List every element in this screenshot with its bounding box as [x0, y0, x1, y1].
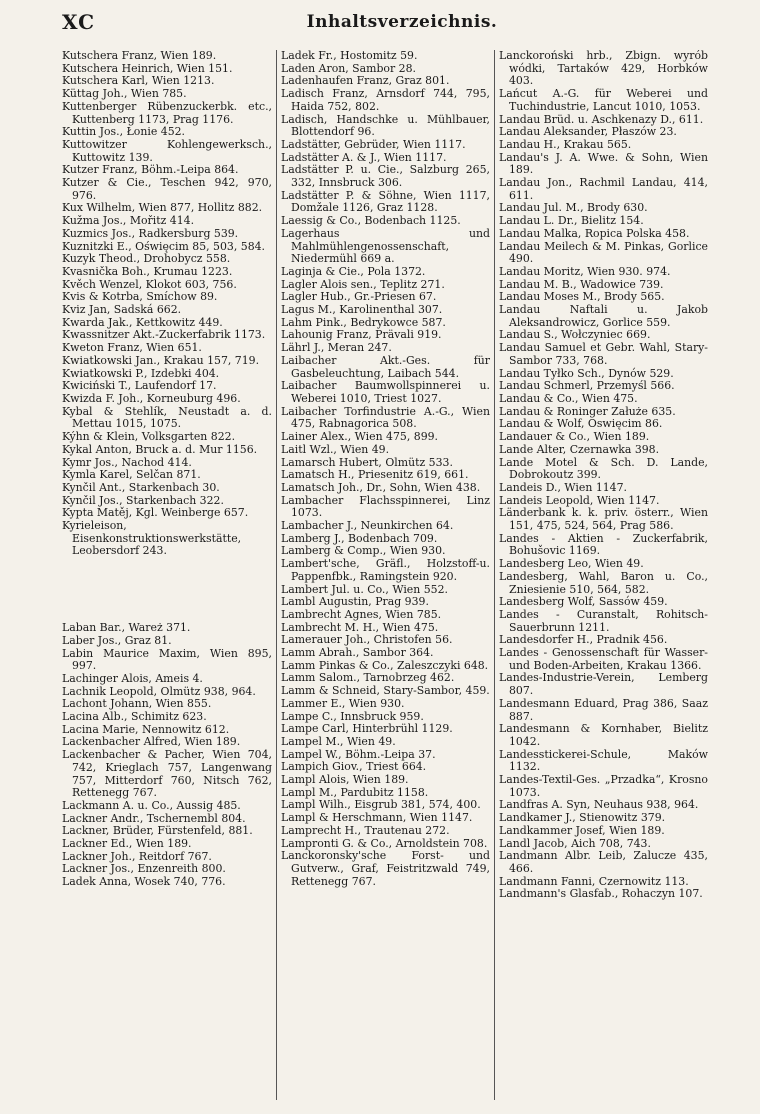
index-entry: Kýhn & Klein, Volksgarten 822.	[62, 430, 236, 444]
index-entry: Landesdorfer H., Pradnik 456.	[499, 633, 668, 647]
index-entry: Landesmann Eduard, Prag 386, Saaz 887.	[499, 696, 708, 723]
index-entry: Lanckoroński hrb., Zbign. wyrób wódki, Tartaków 429, Horbków 403.	[499, 50, 708, 88]
index-entry: Lampe C., Innsbruck 959.	[281, 709, 424, 723]
index-entry: Lambrecht M. H., Wien 475.	[281, 620, 439, 634]
index-entry: Lamm Abrah., Sambor 364.	[281, 646, 434, 660]
index-entry: Lamberg J., Bodenbach 709.	[281, 531, 438, 545]
index-entry: Lampl Alois, Wien 189.	[281, 773, 409, 787]
index-entry: Landkamer J., Stienowitz 379.	[499, 811, 666, 825]
index-entry: Landau Aleksander, Płaszów 23.	[499, 125, 677, 139]
index-entry: Landes - Curanstalt, Rohitsch-Sauerbrunn 1211.	[499, 607, 708, 634]
index-column-3	[494, 50, 712, 1100]
index-entry: Landau Moses M., Brody 565.	[499, 290, 665, 304]
index-entry: Lamprecht H., Trautenau 272.	[281, 823, 450, 837]
index-entry: Landau Meilech & M. Pinkas, Gorlice 490.	[499, 239, 708, 266]
index-entry: Landmann Albr. Leib, Zalucze 435, 466.	[499, 849, 708, 875]
index-entry: Ladenhaufen Franz, Graz 801.	[281, 74, 450, 88]
index-entry: Laibacher Akt.-Ges. für Gasbeleuchtung, Laibach 544.	[281, 353, 490, 380]
index-entry: Lampel W., Böhm.-Leipa 37.	[281, 747, 436, 761]
index-entry: Ladek Anna, Wosek 740, 776.	[62, 875, 226, 889]
index-entry: Kutschera Franz, Wien 189.	[62, 50, 217, 62]
index-entry: Kybal & Stehlík, Neustadt a. d. Mettau 1015, 1075.	[62, 404, 272, 431]
index-entry: Lagus M., Karolinenthal 307.	[281, 303, 443, 317]
index-columns	[58, 50, 746, 1100]
index-entry: Landesstickerei-Schule, Maków 1132.	[499, 747, 708, 774]
index-entry: Ladstätter P. & Söhne, Wien 1117, Domžale 1126, Graz 1128.	[281, 188, 490, 215]
index-entry: Lachinger Alois, Ameis 4.	[62, 671, 203, 685]
index-entry: Kwarda Jak., Kettkowitz 449.	[62, 315, 223, 329]
index-entry: Kypta Matěj, Kgl. Weinberge 657.	[62, 506, 249, 520]
index-entry: Kymla Karel, Selčan 871.	[62, 468, 201, 482]
index-entry: Ladek Fr., Hostomitz 59.	[281, 50, 418, 62]
section-gap	[62, 558, 272, 622]
index-entry: Kutschera Heinrich, Wien 151.	[62, 61, 233, 75]
index-column-2	[276, 50, 494, 1100]
page-header	[58, 6, 746, 34]
index-entry: Landauer & Co., Wien 189.	[499, 430, 650, 444]
index-entry: Kuzyk Theod., Drohobycz 558.	[62, 252, 231, 266]
index-entry: Laibacher Baumwollspinnerei u. Weberei 1010, Triest 1027.	[281, 379, 490, 405]
index-entry: Kvis & Kotrba, Smíchow 89.	[62, 290, 218, 304]
index-entry: Laitl Wzl., Wien 49.	[281, 442, 390, 456]
index-entry: Lampronti G. & Co., Arnoldstein 708.	[281, 836, 488, 850]
index-entry: Kyrieleison, Eisenkonstruktionswerkstätte, Leobersdorf 243.	[62, 519, 242, 558]
index-column-1	[58, 50, 276, 1100]
index-entry: Landau & Wolf, Oswięcim 86.	[499, 417, 663, 431]
index-entry: Lampich Giov., Triest 664.	[281, 760, 427, 774]
index-entry: Kwassnitzer Akt.-Zuckerfabrik 1173.	[62, 328, 266, 342]
index-entry: Landeis D., Wien 1147.	[499, 480, 628, 494]
index-entry: Lackenbacher & Pacher, Wien 704, 742, Krieglach 757, Langenwang 757, Mitterdorf 760, Nitsch 762, Rettenegg 767.	[62, 748, 272, 800]
index-entry: Lährl J., Meran 247.	[281, 341, 392, 355]
index-entry: Landes - Genossenschaft für Wasser- und Boden-Arbeiten, Krakau 1366.	[499, 646, 708, 672]
index-entry: Laber Jos., Graz 81.	[62, 633, 172, 647]
index-entry: Lamberg & Comp., Wien 930.	[281, 544, 446, 558]
index-entry: Kutzer Franz, Böhm.-Leipa 864.	[62, 163, 239, 177]
index-entry: Landau & Roninger Załuże 635.	[499, 404, 676, 418]
index-entry: Kutschera Karl, Wien 1213.	[62, 74, 215, 88]
index-entry: Ladstätter P. u. Cie., Salzburg 265, 332, Innsbruck 306.	[281, 163, 490, 190]
index-entry: Laden Aron, Sambor 28.	[281, 61, 416, 75]
index-entry: Lammer E., Wien 930.	[281, 696, 405, 710]
index-entry: Landes-Textil-Ges. „Przadka“, Krosno 1073.	[499, 773, 708, 799]
index-entry: Laibacher Torfindustrie A.-G., Wien 475, Rabnagorica 508.	[281, 404, 490, 431]
index-entry: Lagerhaus und Mahlmühlengenossenschaft, Niedermühl 669 a.	[281, 226, 490, 266]
index-entry: Lacina Alb., Schimitz 623.	[62, 710, 207, 724]
index-entry: Landau L. Dr., Bielitz 154.	[499, 214, 644, 228]
page-number: XC	[62, 10, 96, 34]
index-entry: Lamatsch Joh., Dr., Sohn, Wien 438.	[281, 480, 481, 494]
index-entry: Lanckoronsky'sche Forst- und Gutverw., Graf, Feistritzwald 749, Rettenegg 767.	[281, 849, 490, 888]
index-entry: Lampl M., Pardubitz 1158.	[281, 785, 429, 799]
index-entry: Lackner Ed., Wien 189.	[62, 837, 192, 851]
index-entry: Laessig & Co., Bodenbach 1125.	[281, 214, 461, 228]
index-entry: Kykal Anton, Bruck a. d. Mur 1156.	[62, 442, 258, 456]
index-entry: Landau Moritz, Wien 930. 974.	[499, 264, 671, 278]
index-entry: Lampel M., Wien 49.	[281, 734, 396, 748]
index-entry: Lahm Pink., Bedrykowce 587.	[281, 315, 446, 329]
index-entry: Landau Jon., Rachmil Landau, 414, 611.	[499, 176, 708, 202]
index-entry: Lackmann A. u. Co., Aussig 485.	[62, 798, 241, 812]
index-entry: Lackner Andr., Tschernembl 804.	[62, 811, 246, 825]
index-entry: Kvěch Wenzel, Klokot 603, 756.	[62, 277, 237, 291]
index-entry: Lambacher J., Neunkirchen 64.	[281, 519, 454, 533]
index-entry: Kužma Jos., Mořitz 414.	[62, 214, 195, 228]
index-entry: Kutzer & Cie., Teschen 942, 970, 976.	[62, 176, 272, 202]
index-entry: Landau Samuel et Gebr. Wahl, Stary-Sambor 733, 768.	[499, 341, 708, 367]
index-entry: Lachnik Leopold, Olmütz 938, 964.	[62, 684, 256, 698]
index-entry: Kymr Jos., Nachod 414.	[62, 455, 192, 469]
index-entry: Küttag Joh., Wien 785.	[62, 87, 187, 101]
index-entry: Landesberg, Wahl, Baron u. Co., Zniesienie 510, 564, 582.	[499, 569, 708, 596]
index-entry: Landau Brüd. u. Aschkenazy D., 611.	[499, 112, 704, 126]
index-entry: Lampe Carl, Hinterbrühl 1129.	[281, 722, 453, 736]
index-entry: Landau S., Wołczyniec 669.	[499, 328, 651, 342]
index-entry: Landes-Industrie-Verein, Lemberg 807.	[499, 671, 708, 698]
index-entry: Landes - Aktien - Zuckerfabrik, Bohušovic 1169.	[499, 531, 708, 558]
index-entry: Kux Wilhelm, Wien 877, Hollitz 882.	[62, 201, 263, 215]
index-entry: Landau Jul. M., Brody 630.	[499, 201, 648, 215]
index-entry: Lachont Johann, Wien 855.	[62, 697, 212, 711]
index-entry: Landeis Leopold, Wien 1147.	[499, 493, 660, 507]
index-entry: Kynčil Jos., Starkenbach 322.	[62, 493, 224, 507]
index-entry: Lagler Hub., Gr.-Priesen 67.	[281, 290, 437, 304]
index-entry: Lagler Alois sen., Teplitz 271.	[281, 277, 445, 291]
index-entry: Lamerauer Joh., Christofen 56.	[281, 633, 453, 647]
index-entry: Lamm Pinkas & Co., Zaleszczyki 648.	[281, 658, 489, 672]
index-entry: Labin Maurice Maxim, Wien 895, 997.	[62, 646, 272, 673]
index-entry: Laban Bar., Wareż 371.	[62, 621, 191, 635]
index-entry: Lampl Wilh., Eisgrub 381, 574, 400.	[281, 798, 481, 812]
index-entry: Ladisch, Handschke u. Mühlbauer, Blottendorf 96.	[281, 112, 490, 139]
index-entry: Kwizda F. Joh., Korneuburg 496.	[62, 391, 241, 405]
index-entry: Lambrecht Agnes, Wien 785.	[281, 607, 442, 621]
index-entry: Lamm Salom., Tarnobrzeg 462.	[281, 671, 455, 685]
index-entry: Landau Tyłko Sch., Dynów 529.	[499, 366, 674, 380]
index-entry: Lambert Jul. u. Co., Wien 552.	[281, 582, 448, 596]
index-entry: Kuznitzki E., Oświęcim 85, 503, 584.	[62, 239, 266, 253]
index-entry: Kynčil Ant., Starkenbach 30.	[62, 480, 220, 494]
index-entry: Lambacher Flachsspinnerei, Linz 1073.	[281, 493, 490, 520]
index-entry: Lackenbacher Alfred, Wien 189.	[62, 735, 241, 749]
index-entry: Lambl Augustin, Prag 939.	[281, 595, 429, 609]
index-entry: Lahounig Franz, Prävali 919.	[281, 328, 442, 342]
index-entry: Kwiciński T., Laufendorf 17.	[62, 379, 217, 393]
index-entry: Lamm & Schneid, Stary-Sambor, 459.	[281, 684, 490, 698]
index-entry: Landmann's Glasfab., Rohaczyn 107.	[499, 887, 703, 901]
index-entry: Lańcut A.-G. für Weberei und Tuchindustrie, Lancut 1010, 1053.	[499, 87, 708, 113]
index-entry: Laginja & Cie., Pola 1372.	[281, 264, 426, 278]
index-entry: Länderbank k. k. priv. österr., Wien 151, 475, 524, 564, Prag 586.	[499, 506, 708, 533]
index-entry: Kuttin Jos., Łonie 452.	[62, 125, 186, 139]
index-entry: Lackner Jos., Enzenreith 800.	[62, 862, 226, 876]
index-entry: Kwiatkowski P., Izdebki 404.	[62, 366, 220, 380]
index-entry: Lamatsch H., Priesenitz 619, 661.	[281, 468, 469, 482]
index-entry: Lackner Joh., Reitdorf 767.	[62, 849, 212, 863]
index-entry: Landau Schmerl, Przemyśl 566.	[499, 379, 675, 393]
index-entry: Lande Motel & Sch. D. Lande, Dobrokoutz 399.	[499, 455, 708, 482]
index-entry: Landau Naftali u. Jakob Aleksandrowicz, Gorlice 559.	[499, 303, 708, 329]
index-entry: Landau Malka, Ropica Polska 458.	[499, 226, 690, 240]
index-entry: Landesmann & Kornhaber, Bielitz 1042.	[499, 722, 708, 748]
index-entry: Kuzmics Jos., Radkersburg 539.	[62, 226, 239, 240]
index-entry: Landesberg Wolf, Sassów 459.	[499, 595, 668, 609]
page-title: Inhaltsverzeichnis.	[306, 12, 498, 32]
index-entry: Lackner, Brüder, Fürstenfeld, 881.	[62, 824, 253, 838]
index-entry: Landau & Co., Wien 475.	[499, 391, 638, 405]
index-entry: Kviz Jan, Sadská 662.	[62, 303, 182, 317]
index-entry: Lamarsch Hubert, Olmütz 533.	[281, 455, 453, 469]
index-entry: Ladisch Franz, Arnsdorf 744, 795, Haida 752, 802.	[281, 87, 490, 113]
index-entry: Landau H., Krakau 565.	[499, 137, 632, 151]
index-entry: Kvasnička Boh., Krumau 1223.	[62, 264, 233, 278]
index-entry: Ladstätter, Gebrüder, Wien 1117.	[281, 137, 466, 151]
index-entry: Lainer Alex., Wien 475, 899.	[281, 430, 439, 444]
index-entry: Kuttenberger Rübenzuckerbk. etc., Kuttenberg 1173, Prag 1176.	[62, 99, 272, 126]
index-entry: Kweton Franz, Wien 651.	[62, 341, 202, 355]
index-entry: Kwiatkowski Jan., Krakau 157, 719.	[62, 353, 260, 367]
index-entry: Landfras A. Syn, Neuhaus 938, 964.	[499, 798, 699, 812]
index-entry: Landesberg Leo, Wien 49.	[499, 557, 644, 571]
index-entry: Lande Alter, Czernawka 398.	[499, 442, 660, 456]
index-entry: Landl Jacob, Aich 708, 743.	[499, 836, 651, 850]
index-entry: Landmann Fanni, Czernowitz 113.	[499, 874, 689, 888]
index-entry: Ladstätter A. & J., Wien 1117.	[281, 150, 447, 164]
index-entry: Kuttowitzer Kohlengewerksch., Kuttowitz 139.	[62, 137, 272, 164]
index-entry: Lampl & Herschmann, Wien 1147.	[281, 811, 473, 825]
index-entry: Lambert'sche, Gräfl., Holzstoff-u. Pappenfbk., Ramingstein 920.	[281, 557, 490, 583]
index-entry: Landau's J. A. Wwe. & Sohn, Wien 189.	[499, 150, 708, 177]
index-entry: Lacina Marie, Nennowitz 612.	[62, 722, 230, 736]
index-entry: Landau M. B., Wadowice 739.	[499, 277, 664, 291]
index-entry: Landkammer Josef, Wien 189.	[499, 823, 665, 837]
